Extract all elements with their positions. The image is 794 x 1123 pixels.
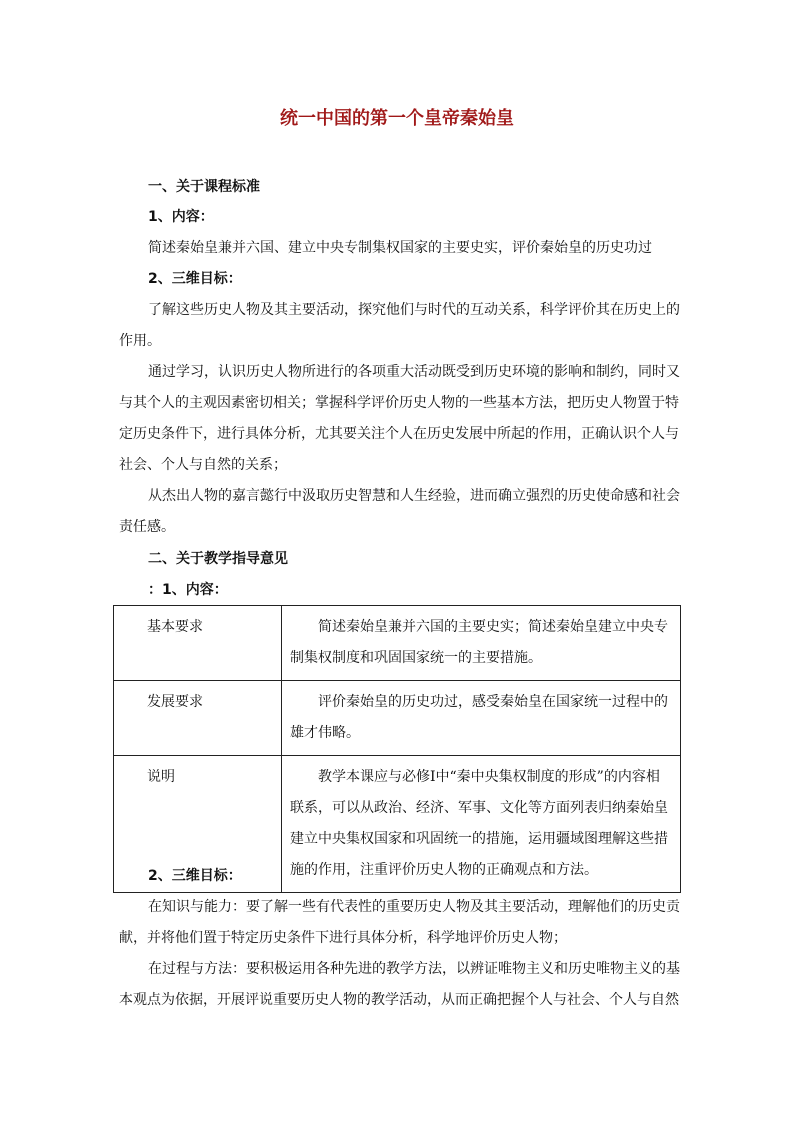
- paragraph: 了解这些历史人物及其主要活动，探究他们与时代的互动关系，科学评价其在历史上的: [148, 302, 680, 318]
- table-cell-label: 基本要求: [114, 606, 282, 681]
- paragraph: 简述秦始皇兼并六国、建立中央专制集权国家的主要史实，评价秦始皇的历史功过: [148, 240, 652, 256]
- table-cell-content: 教学本课应与必修Ⅰ中“秦中央集权制度的形成”的内容相联系，可以从政治、经济、军事、文化等方面列表归纳秦始皇建立中央集权国家和巩固统一的措施，运用疆域图理解这些措施的作用，注重评价历史人物的正确观点和方法。: [282, 756, 681, 893]
- paragraph: 在过程与方法：要积极运用各种先进的教学方法，以辨证唯物主义和历史唯物主义的基: [148, 961, 680, 977]
- table-row: [114, 606, 681, 681]
- table-row: [114, 681, 681, 756]
- section-heading-standards: 一、关于课程标准: [148, 179, 260, 195]
- table-cell-content: 简述秦始皇兼并六国的主要史实；简述秦始皇建立中央专制集权制度和巩固国家统一的主要措施。: [282, 606, 681, 681]
- paragraph: 献，并将他们置于特定历史条件下进行具体分析，科学地评价历史人物；: [119, 930, 567, 946]
- paragraph: 在知识与能力：要了解一些有代表性的重要历史人物及其主要活动，理解他们的历史贡: [148, 899, 680, 915]
- paragraph: 从杰出人物的嘉言懿行中汲取历史智慧和人生经验，进而确立强烈的历史使命感和社会: [148, 488, 680, 504]
- paragraph: 通过学习，认识历史人物所进行的各项重大活动既受到历史环境的影响和制约，同时又: [148, 364, 680, 380]
- table-cell-label: 说明: [114, 756, 282, 893]
- subheading-objectives: 2、三维目标：: [148, 271, 242, 287]
- paragraph: 社会、个人与自然的关系；: [119, 457, 287, 473]
- paragraph: 本观点为依据，开展评说重要历史人物的教学活动，从而正确把握个人与社会、个人与自然: [119, 992, 679, 1008]
- table-cell-label: 发展要求: [114, 681, 282, 756]
- paragraph: 责任感。: [119, 519, 175, 535]
- guidance-table: [113, 605, 681, 893]
- paragraph: 作用。: [119, 333, 161, 349]
- paragraph: 定历史条件下，进行具体分析，尤其要关注个人在历史发展中所起的作用，正确认识个人与: [119, 426, 679, 442]
- subheading-content: ：1、内容：: [148, 582, 228, 598]
- section-heading-guidance: 二、关于教学指导意见: [148, 551, 288, 567]
- paragraph: 与其个人的主观因素密切相关；掌握科学评价历史人物的一些基本方法，把历史人物置于特: [119, 395, 679, 411]
- subheading-content: 1、内容：: [148, 209, 214, 225]
- table-cell-content: 评价秦始皇的历史功过，感受秦始皇在国家统一过程中的雄才伟略。: [282, 681, 681, 756]
- subheading-objectives: 2、三维目标：: [148, 868, 242, 884]
- document-title: 统一中国的第一个皇帝秦始皇: [280, 108, 514, 129]
